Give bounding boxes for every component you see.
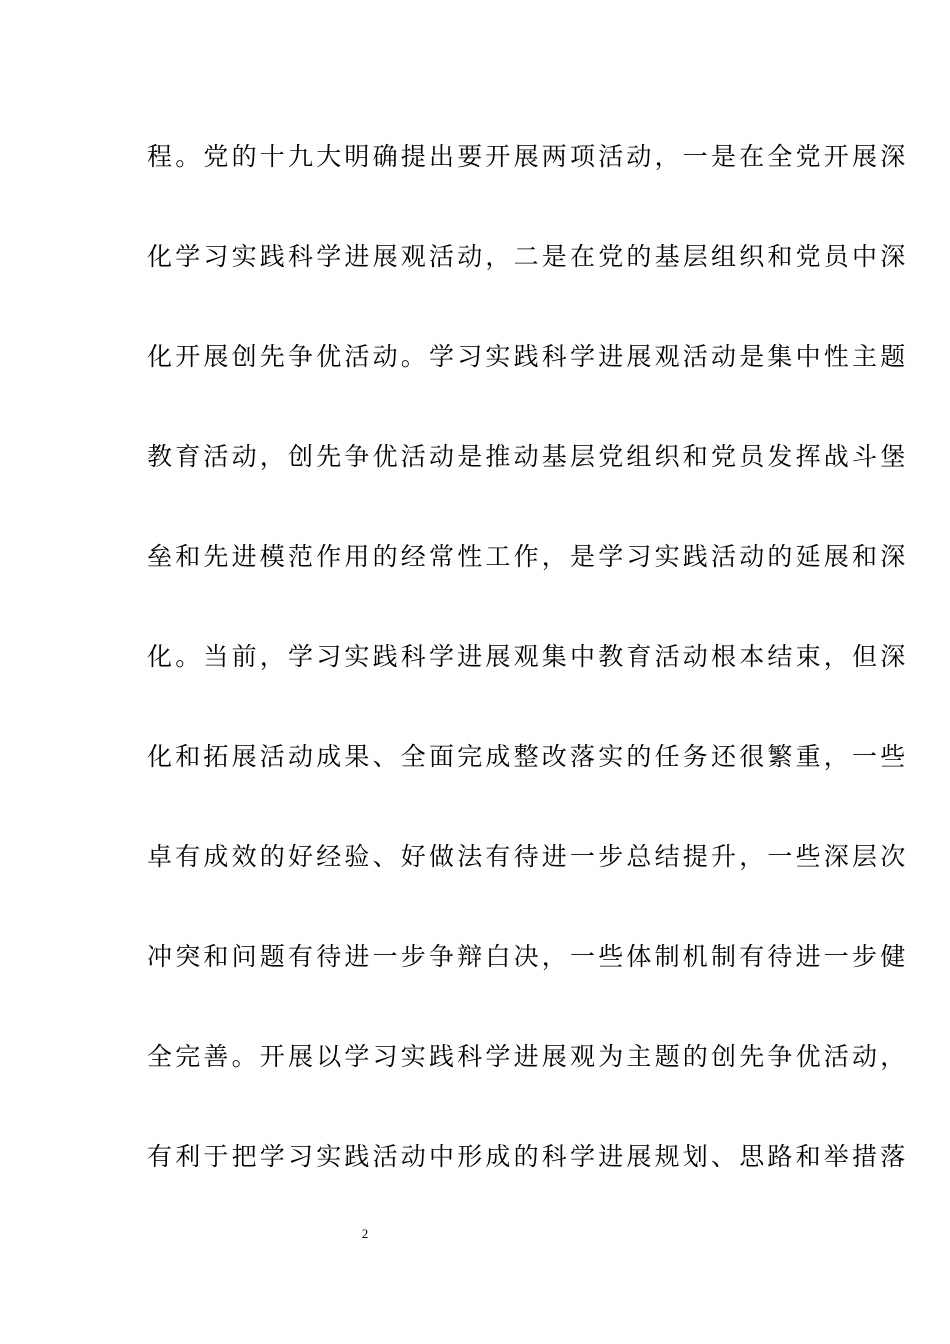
body-text xyxy=(147,132,909,1232)
text-line: 教育活动，创先争优活动是推动基层党组织和党员发挥战斗堡 xyxy=(147,442,909,471)
text-line: 程。党的十九大明确提出要开展两项活动，一是在全党开展深 xyxy=(147,142,909,171)
text-line: 有利于把学习实践活动中形成的科学进展规划、思路和举措落 xyxy=(147,1142,909,1171)
text-line: 化学习实践科学进展观活动，二是在党的基层组织和党员中深 xyxy=(147,242,909,271)
text-line: 卓有成效的好经验、好做法有待进一步总结提升，一些深层次 xyxy=(147,842,909,871)
text-line: 化和拓展活动成果、全面完成整改落实的任务还很繁重，一些 xyxy=(147,742,909,771)
page-number: 2 xyxy=(361,1226,369,1241)
text-line: 垒和先进模范作用的经常性工作，是学习实践活动的延展和深 xyxy=(147,542,909,571)
text-line: 全完善。开展以学习实践科学进展观为主题的创先争优活动， xyxy=(147,1042,909,1071)
text-line: 化。当前，学习实践科学进展观集中教育活动根本结束，但深 xyxy=(147,642,909,671)
text-line: 冲突和问题有待进一步争辩白决，一些体制机制有待进一步健 xyxy=(147,942,909,971)
text-line: 化开展创先争优活动。学习实践科学进展观活动是集中性主题 xyxy=(147,342,909,371)
